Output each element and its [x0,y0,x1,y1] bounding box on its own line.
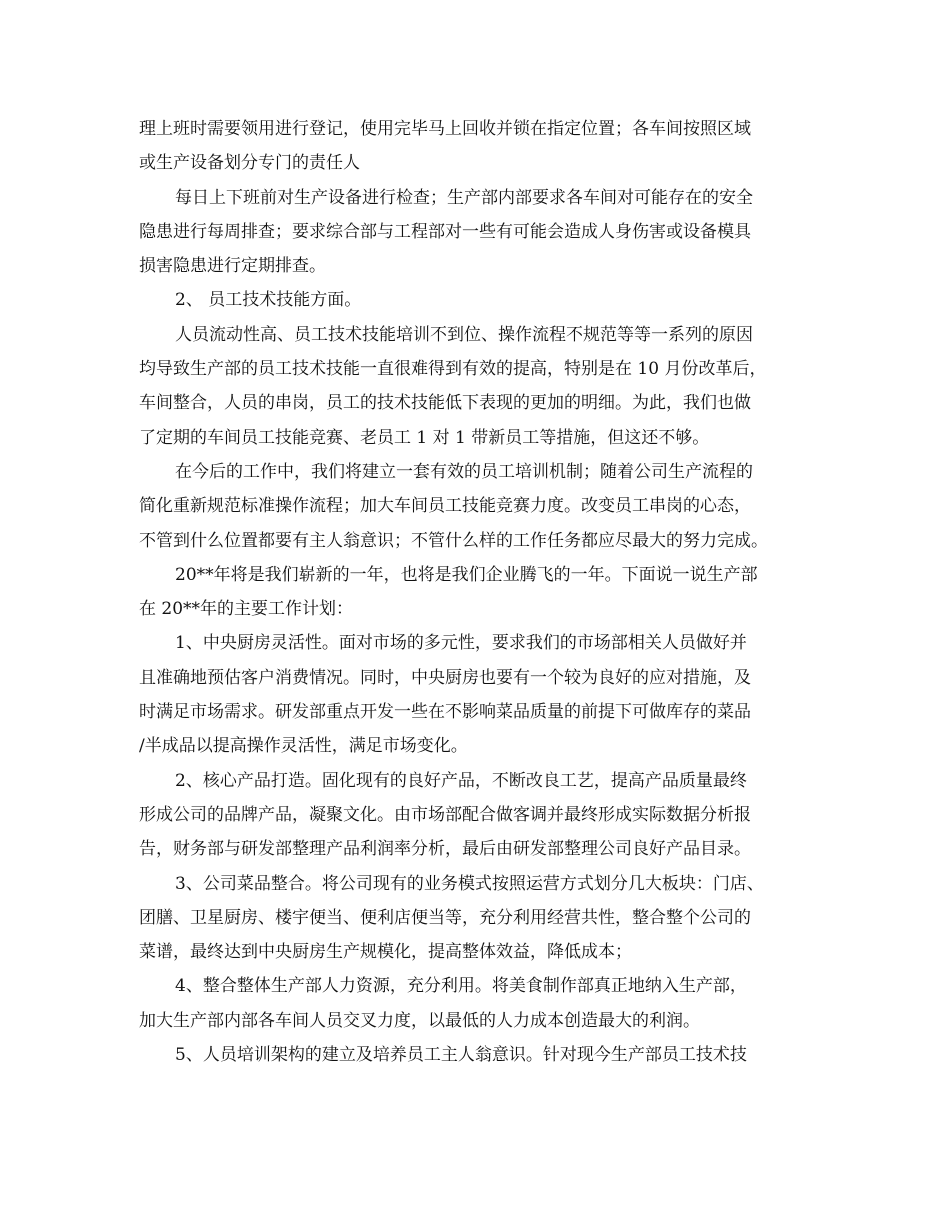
text-line: 2、 员工技术技能方面。 [175,290,362,311]
text-line: 3、公司菜品整合。将公司现有的业务模式按照运营方式划分几大板块：门店、 [175,873,764,894]
text-line: 20**年将是我们崭新的一年，也将是我们企业腾飞的一年。下面说一说生产部 [175,564,758,585]
text-line: 1、中央厨房灵活性。面对市场的多元性，要求我们的市场部相关人员做好并 [175,633,747,654]
text-line: 5、人员培训架构的建立及培养员工主人翁意识。针对现今生产部员工技术技 [175,1045,747,1066]
text-line: 在 20**年的主要工作计划： [139,599,354,620]
text-line: 在今后的工作中，我们将建立一套有效的员工培训机制；随着公司生产流程的 [175,461,753,482]
text-line: 加大生产部内部各车间人员交叉力度，以最低的人力成本创造最大的利润。 [139,1010,700,1031]
text-line: 不管到什么位置都要有主人翁意识；不管什么样的工作任务都应尽最大的努力完成。 [139,530,768,551]
text-line: 损害隐患进行定期排查。 [139,256,326,277]
text-line: 且准确地预估客户消费情况。同时，中央厨房也要有一个较为良好的应对措施，及 [139,667,751,688]
text-line: 菜谱，最终达到中央厨房生产规模化，提高整体效益，降低成本； [139,942,632,963]
text-line: 时满足市场需求。研发部重点开发一些在不影响菜品质量的前提下可做库存的菜品 [139,702,751,723]
document-body [139,112,819,1072]
text-line: 告，财务部与研发部整理产品利润率分析，最后由研发部整理公司良好产品目录。 [139,839,751,860]
text-line: 理上班时需要领用进行登记，使用完毕马上回收并锁在指定位置；各车间按照区域 [139,119,751,139]
text-line: 或生产设备划分专门的责任人 [139,153,360,174]
text-line: 4、整合整体生产部人力资源，充分利用。将美食制作部真正地纳入生产部， [175,976,747,997]
text-line: /半成品以提高操作灵活性，满足市场变化。 [139,736,468,757]
text-line: 每日上下班前对生产设备进行检查；生产部内部要求各车间对可能存在的安全 [175,187,753,208]
text-line: 隐患进行每周排查；要求综合部与工程部对一些有可能会造成人身伤害或设备模具 [139,221,751,242]
text-line: 人员流动性高、员工技术技能培训不到位、操作流程不规范等等一系列的原因 [175,324,753,345]
text-line: 车间整合，人员的串岗，员工的技术技能低下表现的更加的明细。为此，我们也做 [139,393,751,414]
text-line: 形成公司的品牌产品，凝聚文化。由市场部配合做客调并最终形成实际数据分析报 [139,804,751,825]
text-line: 了定期的车间员工技能竞赛、老员工 1 对 1 带新员工等措施，但这还不够。 [139,427,710,448]
text-line: 简化重新规范标准操作流程；加大车间员工技能竞赛力度。改变员工串岗的心态， [139,496,751,517]
text-line: 团膳、卫星厨房、楼宇便当、便利店便当等，充分利用经营共性，整合整个公司的 [139,907,751,928]
text-line: 均导致生产部的员工技术技能一直很难得到有效的提高，特别是在 10 月份改革后， [139,359,767,380]
text-line: 2、核心产品打造。固化现有的良好产品，不断改良工艺，提高产品质量最终 [175,770,747,791]
